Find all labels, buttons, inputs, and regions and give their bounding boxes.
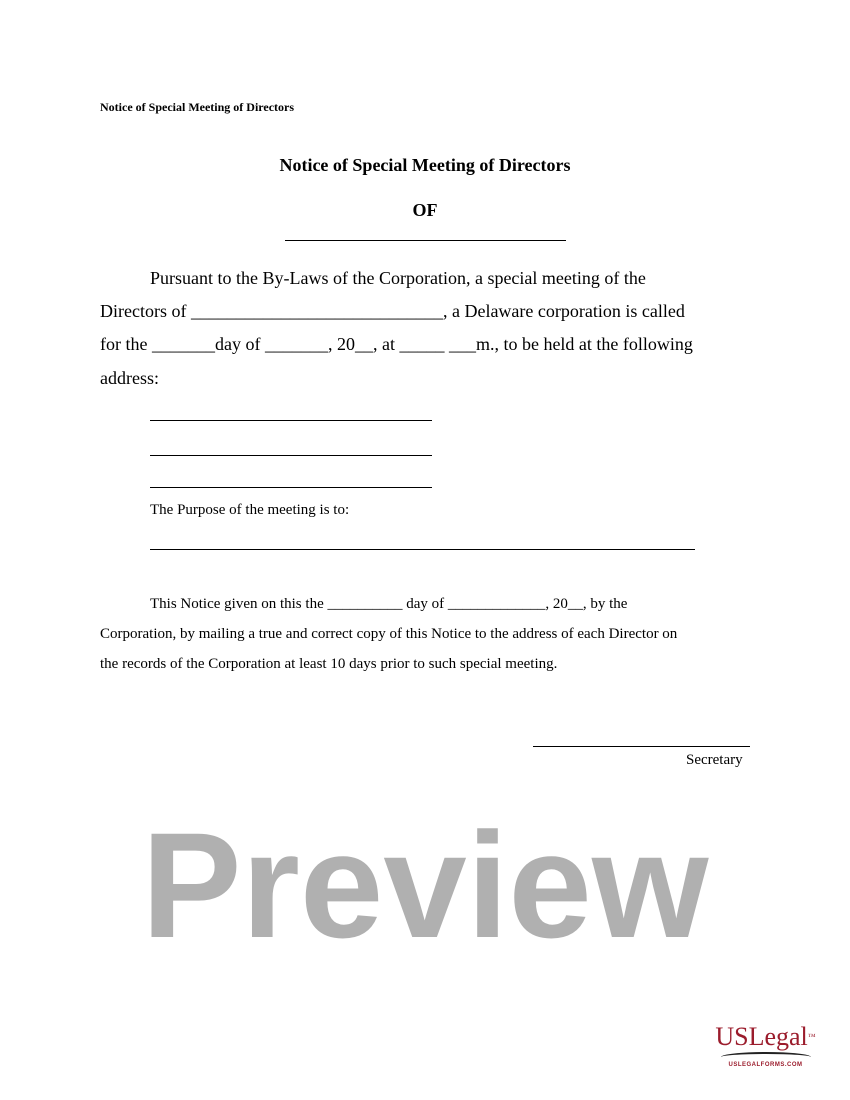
logo-url: USLEGALFORMS.COM bbox=[728, 1062, 803, 1068]
address-line-2 bbox=[150, 455, 432, 456]
p2-line: the records of the Corporation at least 10 days prior to such special meeting. bbox=[100, 656, 558, 672]
address-line-3 bbox=[150, 487, 432, 488]
logo-text: USLegal bbox=[715, 1022, 808, 1051]
eagle-wing-icon bbox=[721, 1052, 811, 1062]
p2-line: This Notice given on this the __________ day of _____________, 20__, by the bbox=[150, 596, 628, 612]
purpose-line bbox=[150, 549, 695, 550]
p1-line: Directors of ____________________________, a Delaware corporation is called bbox=[100, 301, 685, 321]
p2-line: Corporation, by mailing a true and correct copy of this Notice to the address of each Director on bbox=[100, 626, 678, 642]
uslegal-logo bbox=[708, 1024, 823, 1068]
purpose-label: The Purpose of the meeting is to: bbox=[150, 502, 350, 518]
p1-line: for the _______day of _______, 20__, at _____ ___m., to be held at the following bbox=[100, 334, 693, 354]
running-header: Notice of Special Meeting of Directors bbox=[100, 100, 295, 114]
signature-line bbox=[533, 746, 750, 747]
preview-watermark: Preview bbox=[141, 801, 709, 969]
document-title: Notice of Special Meeting of Directors bbox=[279, 155, 571, 175]
of-label: OF bbox=[412, 200, 438, 220]
address-line-1 bbox=[150, 420, 432, 421]
signature-label: Secretary bbox=[686, 752, 743, 768]
logo-tm: ™ bbox=[807, 1032, 816, 1041]
p1-line: Pursuant to the By-Laws of the Corporation, a special meeting of the bbox=[150, 268, 646, 288]
p1-line: address: bbox=[100, 368, 159, 388]
corporation-name-line bbox=[285, 240, 566, 241]
